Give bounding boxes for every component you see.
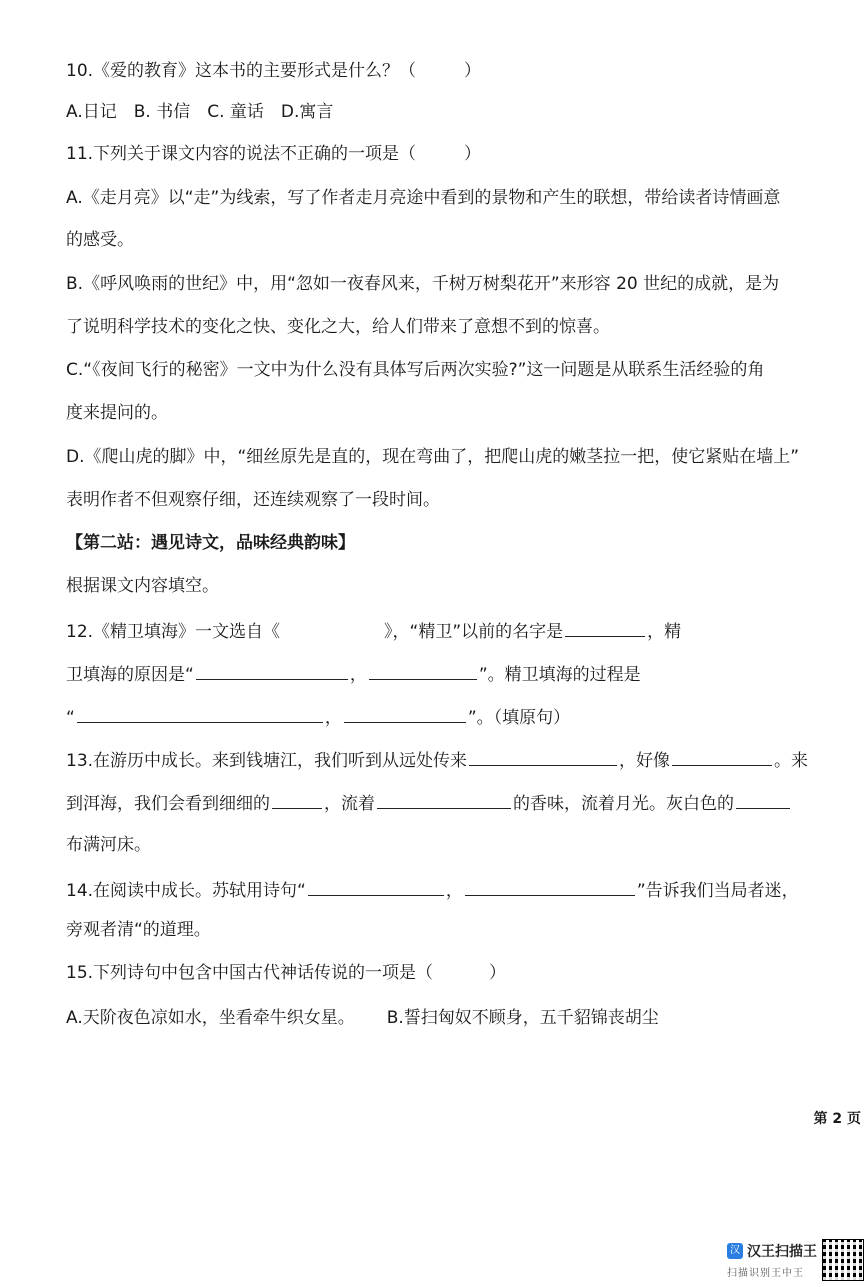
question-13-line-2: 到洱海，我们会看到细细的 ，流着 的香味，流着月光。灰白色的 <box>66 790 857 815</box>
question-10-stem: 10.《爱的教育》这本书的主要形式是什么？（ ） <box>66 61 482 81</box>
question-11-option-d-cont: 表明作者不但观察仔细，还连续观察了一段时间。 <box>66 490 440 510</box>
question-15-options: A.天阶夜色凉如水，坐看牵牛织女星。 B.誓扫匈奴不顾身，五千貂锦丧胡尘 <box>66 1008 659 1028</box>
answer-blank[interactable] <box>308 877 444 896</box>
question-14-line-2: 旁观者清“的道理。 <box>66 920 211 940</box>
page-number: 第 2 页 <box>813 1111 861 1127</box>
question-10-options: A.日记 B. 书信 C. 童话 D.寓言 <box>66 102 334 122</box>
answer-blank[interactable] <box>565 618 645 637</box>
answer-blank[interactable] <box>469 747 617 766</box>
question-12-line-3: “ ， ”。（填原句） <box>66 704 857 729</box>
question-11-option-c: C.“《夜间飞行的秘密》一文中为什么没有具体写后两次实验?”这一问题是从联系生活经验的角 <box>66 360 765 380</box>
question-11-stem: 11.下列关于课文内容的说法不正确的一项是（ ） <box>66 144 482 164</box>
answer-blank[interactable] <box>672 747 772 766</box>
question-11-option-d: D.《爬山虎的脚》中，“细丝原先是直的，现在弯曲了，把爬山虎的嫩茎拉一把，使它紧贴在墙上” <box>66 447 800 467</box>
section-2-instruction: 根据课文内容填空。 <box>66 576 219 596</box>
answer-blank[interactable] <box>377 790 511 809</box>
hanwang-logo-icon: 汉 <box>727 1243 743 1259</box>
question-15-stem: 15.下列诗句中包含中国古代神话传说的一项是（ ） <box>66 963 507 983</box>
question-11-option-a-cont: 的感受。 <box>66 230 134 250</box>
section-2-title: 【第二站：遇见诗文，品味经典韵味】 <box>66 533 355 553</box>
question-13-line-1: 13.在游历中成长。来到钱塘江，我们听到从远处传来 ，好像 。来 <box>66 747 857 772</box>
answer-blank[interactable] <box>77 704 323 723</box>
brand-slogan: 扫描识别王中王 <box>727 1268 804 1279</box>
question-12-line-1: 12.《精卫填海》一文选自《 》，“精卫”以前的名字是 ，精 <box>66 618 857 643</box>
question-11-option-b-cont: 了说明科学技术的变化之快、变化之大，给人们带来了意想不到的惊喜。 <box>66 317 610 337</box>
answer-blank[interactable] <box>272 790 322 809</box>
brand-name: 汉王扫描王 <box>747 1244 817 1260</box>
question-13-line-3: 布满河床。 <box>66 835 151 855</box>
question-11-option-b: B.《呼风唤雨的世纪》中，用“忽如一夜春风来，千树万树梨花开”来形容 20 世纪的成就，是为 <box>66 274 780 294</box>
answer-blank[interactable] <box>369 661 477 680</box>
answer-blank[interactable] <box>344 704 466 723</box>
question-11-option-c-cont: 度来提问的。 <box>66 403 168 423</box>
scanner-watermark <box>727 1241 823 1281</box>
answer-blank[interactable] <box>196 661 348 680</box>
question-14-line-1: 14.在阅读中成长。苏轼用诗句“ ， ”告诉我们当局者迷， <box>66 877 857 902</box>
question-12-line-2: 卫填海的原因是“ ， ”。精卫填海的过程是 <box>66 661 857 686</box>
question-11-option-a: A.《走月亮》以“走”为线索，写了作者走月亮途中看到的景物和产生的联想，带给读者诗情画意 <box>66 188 781 208</box>
qr-code-icon <box>823 1240 863 1280</box>
answer-blank[interactable] <box>736 790 790 809</box>
answer-blank[interactable] <box>465 877 635 896</box>
